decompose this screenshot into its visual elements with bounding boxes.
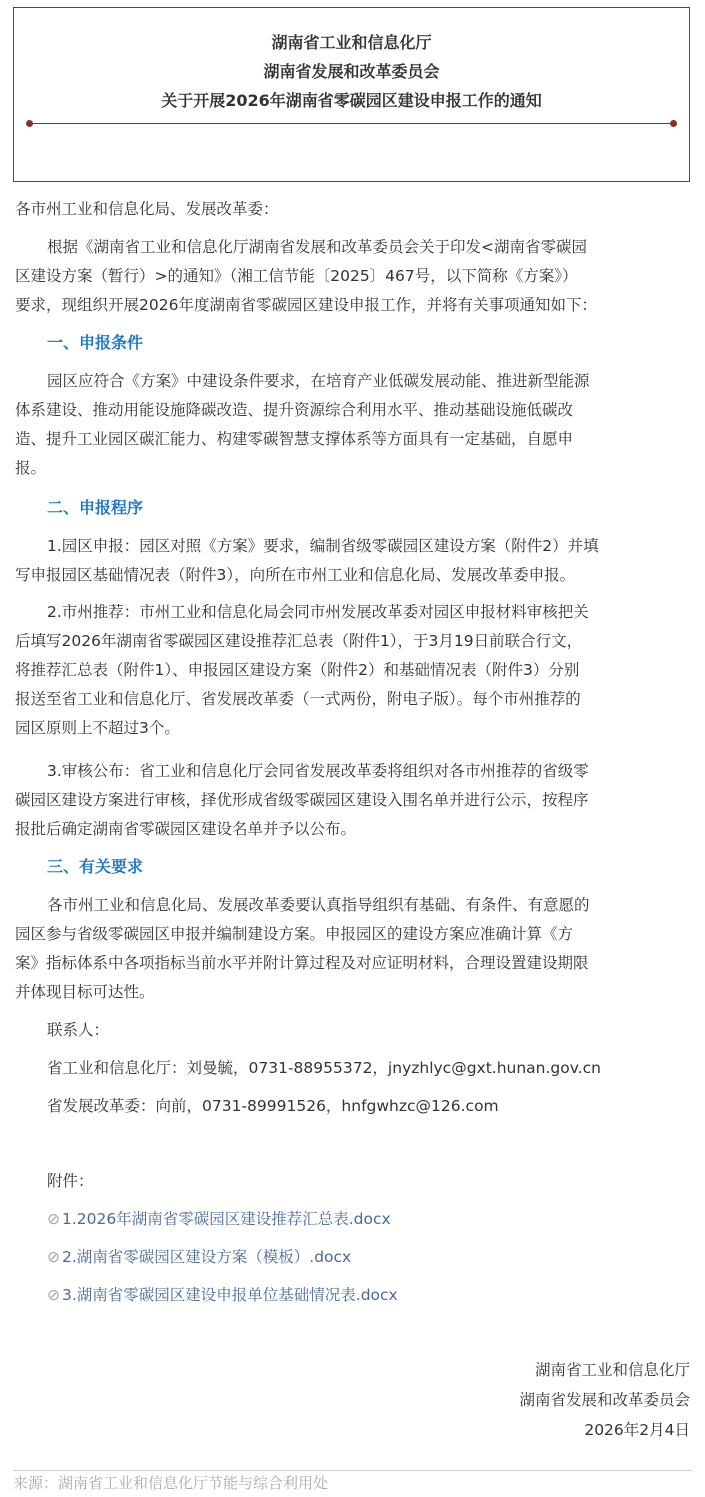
section-title-conditions: 一、申报条件	[47, 333, 144, 352]
paragraph-line: 3.审核公布：省工业和信息化厅会同省发展改革委将组织对各市州推荐的省级零	[47, 762, 589, 780]
paragraph-line: 体系建设、推动用能设施降碳改造、提升资源综合利用水平、推动基础设施低碳改	[15, 401, 574, 419]
paragraph-line: 园区应符合《方案》中建设条件要求，在培育产业低碳发展动能、推进新型能源	[47, 372, 590, 390]
paragraph-line: 1.园区申报：园区对照《方案》要求，编制省级零碳园区建设方案（附件2）并填	[47, 537, 599, 555]
intro-line: 根据《湖南省工业和信息化厅湖南省发展和改革委员会关于印发<湖南省零碳园	[47, 238, 587, 256]
section-title-requirements: 三、有关要求	[47, 857, 144, 876]
attachment-name[interactable]: 3.湖南省零碳园区建设申报单位基础情况表.docx	[62, 1286, 398, 1304]
paragraph-line: 园区参与省级零碳园区申报并编制建设方案。申报园区的建设方案应准确计算《方	[15, 925, 574, 943]
paragraph-line: 后填写2026年湖南省零碳园区建设推荐汇总表（附件1），于3月19日前联合行文，	[15, 632, 583, 650]
paperclip-icon: ⊘	[47, 1248, 60, 1266]
attachment-link-3[interactable]	[47, 1284, 398, 1306]
paragraph-line: 园区原则上不超过3个。	[15, 719, 180, 737]
paperclip-icon: ⊘	[47, 1210, 60, 1228]
attachment-link-2[interactable]	[47, 1246, 351, 1268]
divider-dot-right	[670, 120, 677, 127]
footer-divider	[13, 1470, 692, 1471]
intro-line: 区建设方案（暂行）>的通知》（湘工信节能〔2025〕467号，以下简称《方案》）	[15, 267, 578, 285]
paperclip-icon: ⊘	[47, 1286, 60, 1304]
contact-gxt: 省工业和信息化厅：刘曼毓，0731-88955372，jnyzhlyc@gxt.hunan.gov.cn	[47, 1059, 601, 1077]
attachment-link-1[interactable]	[47, 1208, 391, 1230]
paragraph-line: 碳园区建设方案进行审核，择优形成省级零碳园区建设入围名单并进行公示，按程序	[15, 791, 589, 809]
paragraph-line: 报送至省工业和信息化厅、省发展改革委（一式两份，附电子版）。每个市州推荐的	[15, 690, 581, 708]
attachments-label: 附件：	[47, 1172, 94, 1190]
divider-dot-left	[26, 120, 33, 127]
section-title-procedure: 二、申报程序	[47, 498, 144, 517]
header-org-1: 湖南省工业和信息化厅	[271, 33, 432, 52]
paragraph-line: 2.市州推荐：市州工业和信息化局会同市州发展改革委对园区申报材料审核把关	[47, 603, 589, 621]
signature-org-1: 湖南省工业和信息化厅	[534, 1361, 690, 1379]
header-divider	[29, 123, 674, 124]
paragraph-line: 案》指标体系中各项指标当前水平并附计算过程及对应证明材料，合理设置建设期限	[15, 954, 589, 972]
paragraph-line: 写申报园区基础情况表（附件3），向所在市州工业和信息化局、发展改革委申报。	[15, 566, 576, 584]
salutation: 各市州工业和信息化局、发展改革委：	[15, 200, 279, 218]
intro-line: 要求，现组织开展2026年度湖南省零碳园区建设申报工作，并将有关事项通知如下：	[15, 296, 597, 314]
header-org-2: 湖南省发展和改革委员会	[263, 62, 440, 81]
paragraph-line: 并体现目标可达性。	[15, 983, 155, 1001]
attachment-name[interactable]: 1.2026年湖南省零碳园区建设推荐汇总表.docx	[62, 1210, 391, 1228]
document-header	[13, 7, 690, 182]
contacts-label: 联系人：	[47, 1021, 110, 1039]
paragraph-line: 报。	[15, 459, 47, 477]
signature-org-2: 湖南省发展和改革委员会	[519, 1391, 690, 1409]
contact-fgw: 省发展改革委：向前，0731-89991526，hnfgwhzc@126.com	[47, 1097, 499, 1115]
attachment-name[interactable]: 2.湖南省零碳园区建设方案（模板）.docx	[62, 1248, 352, 1266]
paragraph-line: 造、提升工业园区碳汇能力、构建零碳智慧支撑体系等方面具有一定基础，自愿申	[15, 430, 574, 448]
signature-date: 2026年2月4日	[584, 1421, 690, 1439]
paragraph-line: 将推荐汇总表（附件1）、申报园区建设方案（附件2）和基础情况表（附件3）分别	[15, 661, 580, 679]
paragraph-line: 各市州工业和信息化局、发展改革委要认真指导组织有基础、有条件、有意愿的	[47, 896, 590, 914]
paragraph-line: 报批后确定湖南省零碳园区建设名单并予以公布。	[15, 820, 357, 838]
document-title: 关于开展2026年湖南省零碳园区建设申报工作的通知	[161, 91, 542, 110]
source-note: 来源：湖南省工业和信息化厅节能与综合利用处	[13, 1474, 329, 1492]
